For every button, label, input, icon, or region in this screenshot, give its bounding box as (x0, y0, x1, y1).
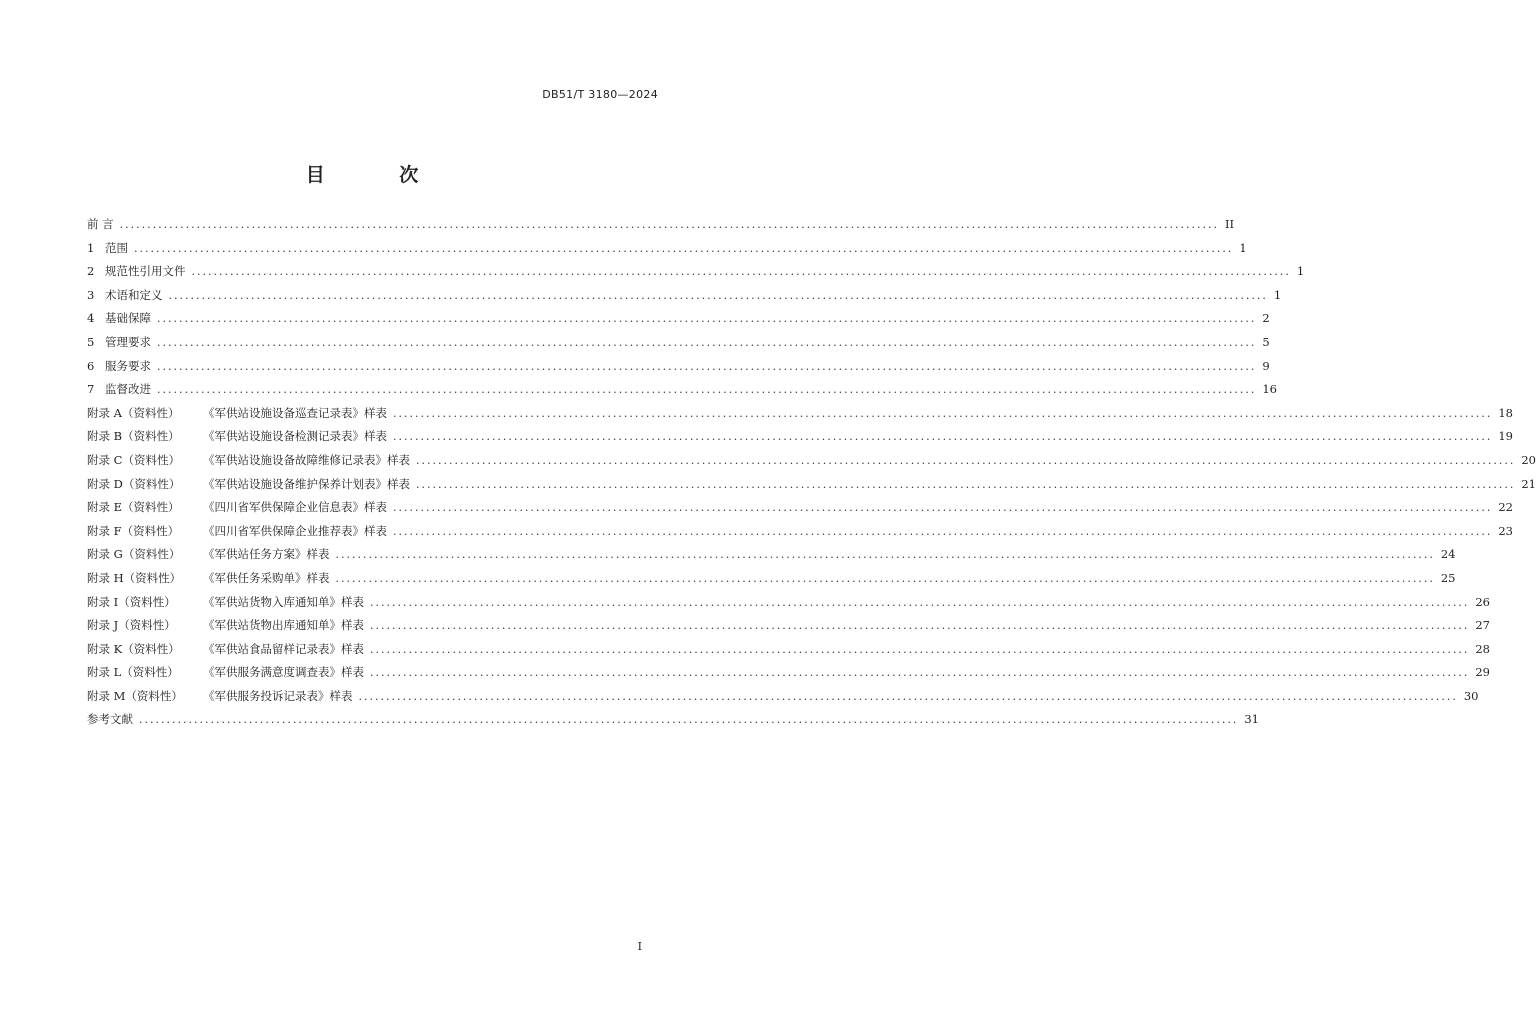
toc-entry-number: 4 (87, 311, 95, 326)
annex-prefix: 附录 J（资料性） (87, 618, 176, 633)
leader-dots: ........................................................................................................................................................................................................ (139, 713, 1239, 727)
toc-entry-number: 6 (87, 358, 95, 373)
annex-label: 《军供站设施设备巡查记录表》样表 (203, 405, 387, 420)
annex-prefix: 附录 D（资料性） (87, 476, 181, 491)
toc-entry-page: 2 (1262, 311, 1270, 326)
annex-prefix: 附录 I（资料性） (87, 594, 176, 609)
annex-label: 《军供站任务方案》样表 (203, 547, 330, 562)
toc-entry-label: 服务要求 (105, 358, 151, 373)
leader-dots: ........................................................................................................................................................................................................ (119, 218, 1219, 231)
annex-page: 18 (1498, 405, 1513, 420)
annex-label: 《军供站货物入库通知单》样表 (203, 594, 364, 609)
toc-entry[interactable] (87, 263, 1305, 287)
toc-entry-page: II (1224, 217, 1235, 231)
leader-dots: ........................................................................................................................................................................................................ (416, 477, 1516, 491)
annex-prefix: 附录 H（资料性） (87, 570, 182, 585)
annex-prefix: 附录 L（资料性） (87, 665, 179, 680)
page-title: 目 次 (305, 164, 453, 186)
leader-dots: ........................................................................................................................................................................................................ (168, 288, 1268, 302)
toc-annex-entry[interactable] (87, 617, 1490, 641)
leader-dots: ........................................................................................................................................................................................................ (157, 383, 1257, 397)
leader-dots: ........................................................................................................................................................................................................ (393, 524, 1493, 538)
toc-entry-page: 9 (1262, 358, 1270, 373)
toc-annex-entry[interactable] (87, 428, 1513, 452)
annex-page: 20 (1521, 452, 1536, 467)
document-code: DB51/T 3180—2024 (542, 88, 658, 101)
toc-entry-page: 5 (1262, 334, 1270, 349)
annex-page: 24 (1440, 547, 1456, 562)
toc-entry-label: 术语和定义 (105, 287, 163, 302)
toc-entry-number: 3 (87, 287, 95, 302)
annex-page: 30 (1463, 688, 1479, 703)
annex-page: 27 (1475, 618, 1490, 633)
toc-entry-label: 前 言 (87, 217, 114, 231)
leader-dots: ........................................................................................................................................................................................................ (393, 406, 1493, 420)
toc-entry-label: 范围 (105, 240, 128, 255)
annex-page: 28 (1475, 641, 1490, 656)
toc-annex-entry[interactable] (87, 664, 1490, 688)
leader-dots: ........................................................................................................................................................................................................ (370, 642, 1470, 656)
annex-label: 《军供站食品留样记录表》样表 (203, 641, 364, 656)
toc-annex-entry[interactable] (87, 594, 1490, 618)
toc-entry[interactable] (87, 310, 1270, 334)
annex-label: 《军供服务投诉记录表》样表 (203, 688, 353, 703)
toc-entry-label: 监督改进 (105, 382, 151, 397)
toc-entry[interactable] (87, 240, 1247, 264)
toc-annex-entry[interactable] (87, 499, 1513, 523)
annex-page: 21 (1521, 476, 1536, 491)
annex-prefix: 附录 C（资料性） (87, 452, 180, 467)
annex-label: 《军供服务满意度调查表》样表 (203, 665, 364, 680)
leader-dots: ........................................................................................................................................................................................................ (191, 265, 1291, 279)
toc-entry-label: 管理要求 (105, 334, 151, 349)
leader-dots: ........................................................................................................................................................................................................ (370, 619, 1470, 633)
annex-prefix: 附录 K（资料性） (87, 641, 180, 656)
toc-entry-page: 1 (1273, 287, 1282, 302)
toc-references-entry[interactable] (87, 711, 1259, 735)
toc-entry[interactable] (87, 358, 1270, 382)
toc-annex-entry[interactable] (87, 405, 1513, 429)
leader-dots: ........................................................................................................................................................................................................ (393, 501, 1493, 515)
toc-annex-entry[interactable] (87, 570, 1456, 594)
leader-dots: ........................................................................................................................................................................................................ (134, 241, 1234, 255)
leader-dots: ........................................................................................................................................................................................................ (370, 666, 1470, 680)
annex-label: 《四川省军供保障企业信息表》样表 (203, 500, 387, 515)
toc-entry[interactable] (87, 216, 1235, 240)
toc-annex-entry[interactable] (87, 476, 1536, 500)
toc-entry[interactable] (87, 381, 1277, 405)
leader-dots: ........................................................................................................................................................................................................ (157, 335, 1257, 349)
annex-label: 《军供站设施设备检测记录表》样表 (203, 429, 387, 444)
annex-label: 《四川省军供保障企业推荐表》样表 (203, 523, 387, 538)
toc-entry-label: 规范性引用文件 (105, 264, 186, 279)
page-number: I (637, 940, 642, 953)
toc-entry-number: 5 (87, 334, 95, 349)
annex-page: 23 (1498, 523, 1513, 538)
leader-dots: ........................................................................................................................................................................................................ (157, 312, 1257, 326)
annex-page: 25 (1440, 570, 1456, 585)
annex-label: 《军供站货物出库通知单》样表 (203, 618, 364, 633)
toc-entry-page: 16 (1262, 382, 1277, 397)
leader-dots: ........................................................................................................................................................................................................ (358, 689, 1458, 703)
annex-prefix: 附录 M（资料性） (87, 688, 183, 703)
annex-prefix: 附录 E（资料性） (87, 500, 180, 515)
annex-label: 《军供站设施设备故障维修记录表》样表 (203, 452, 410, 467)
toc-annex-entry[interactable] (87, 452, 1536, 476)
table-of-contents (87, 216, 1536, 735)
toc-entry[interactable] (87, 287, 1282, 311)
toc-entry-page: 1 (1239, 240, 1247, 255)
annex-page: 19 (1498, 429, 1513, 444)
annex-label: 《军供任务采购单》样表 (203, 570, 330, 585)
leader-dots: ........................................................................................................................................................................................................ (157, 359, 1257, 373)
toc-entry-number: 1 (87, 240, 95, 255)
toc-annex-entry[interactable] (87, 546, 1456, 570)
leader-dots: ........................................................................................................................................................................................................ (416, 453, 1516, 467)
annex-prefix: 附录 F（资料性） (87, 523, 180, 538)
annex-label: 《军供站设施设备维护保养计划表》样表 (203, 476, 410, 491)
toc-annex-entry[interactable] (87, 641, 1490, 665)
leader-dots: ........................................................................................................................................................................................................ (393, 430, 1493, 444)
references-page: 31 (1244, 712, 1259, 727)
annex-prefix: 附录 G（资料性） (87, 547, 181, 562)
toc-entry[interactable] (87, 334, 1270, 358)
annex-page: 29 (1475, 665, 1490, 680)
toc-entry-number: 7 (87, 382, 95, 397)
toc-annex-entry[interactable] (87, 523, 1513, 547)
leader-dots: ........................................................................................................................................................................................................ (335, 571, 1435, 585)
leader-dots: ........................................................................................................................................................................................................ (335, 548, 1435, 562)
leader-dots: ........................................................................................................................................................................................................ (370, 595, 1470, 609)
toc-entry-number: 2 (87, 264, 95, 279)
annex-prefix: 附录 A（资料性） (87, 405, 180, 420)
annex-prefix: 附录 B（资料性） (87, 429, 180, 444)
toc-entry-label: 基础保障 (105, 311, 151, 326)
toc-annex-entry[interactable] (87, 688, 1479, 712)
annex-page: 22 (1498, 500, 1513, 515)
annex-page: 26 (1475, 594, 1490, 609)
toc-entry-page: 1 (1296, 264, 1305, 279)
references-label: 参考文献 (87, 712, 133, 727)
